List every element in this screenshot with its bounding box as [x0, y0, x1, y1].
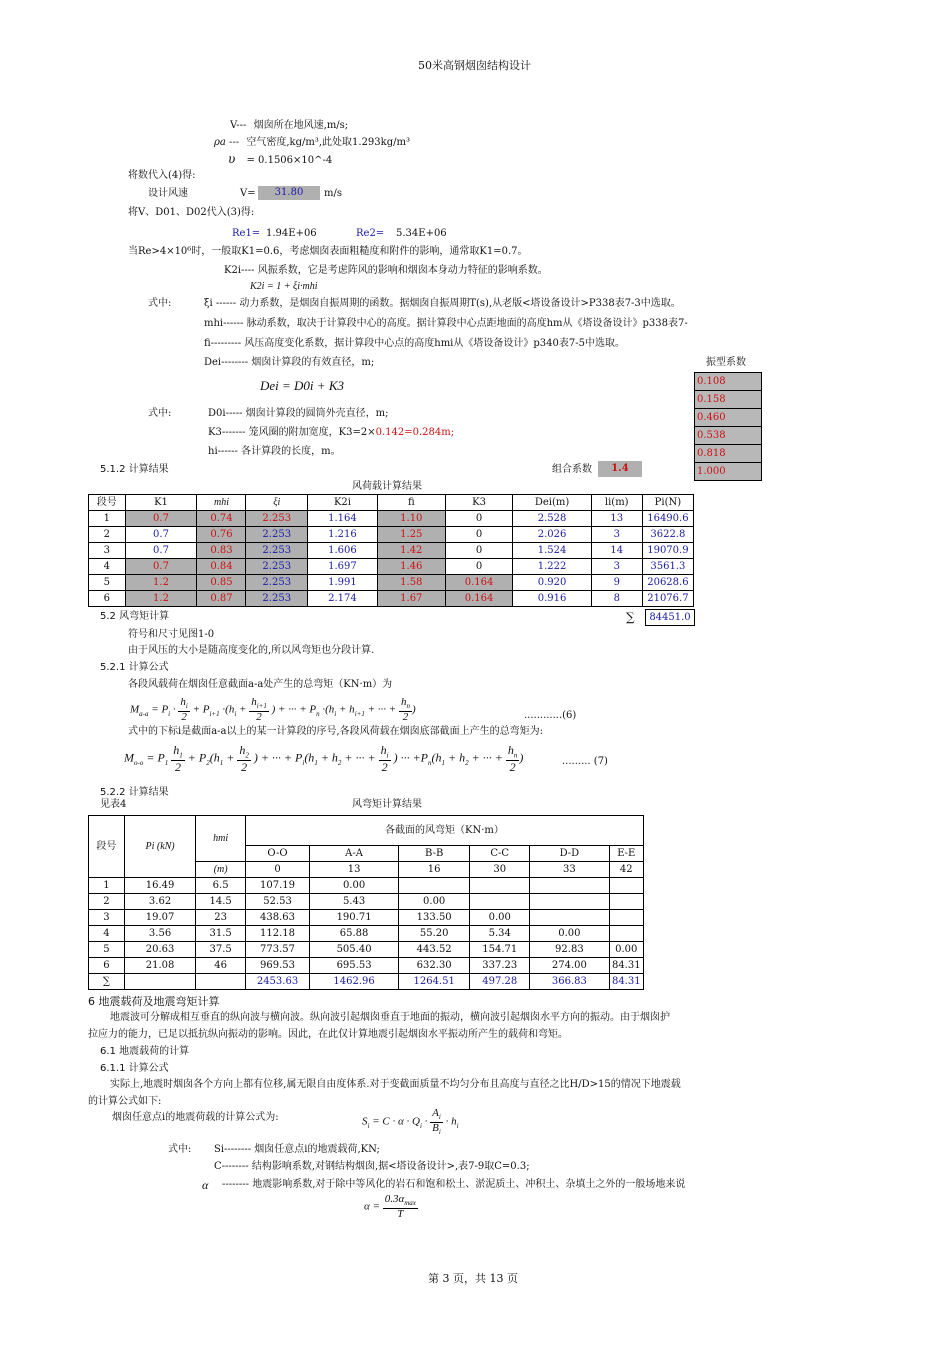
moment-col-header: Pi (kN): [124, 816, 196, 878]
section-5-1-2: 5.1.2 计算结果: [100, 464, 169, 475]
s611-line-a: 实际上,地震时烟囱各个方向上都有位移,属无限自由度体系.对于变截面质量不均匀分布且高度与直径之比H/D>15的情况下地震载: [110, 1079, 681, 1090]
alpha-symbol: α: [202, 1178, 209, 1192]
page-footer: 第 3 页，共 13 页: [428, 1272, 518, 1285]
vibration-title: 振型系数: [706, 357, 746, 368]
re1-value: 1.94E+06: [266, 228, 317, 239]
h-line: hi------ 各计算段的长度，m。: [208, 446, 341, 457]
page-header-title: 50米高钢烟囱结构设计: [418, 59, 531, 72]
section-height: 16: [399, 862, 470, 878]
section-height: 33: [530, 862, 609, 878]
table-row: 3 19.07 23 438.63 190.71 133.50 0.00: [89, 910, 644, 926]
combo-value: 1.4: [598, 461, 642, 477]
vibration-row: [695, 445, 762, 463]
section-5-2-1: 5.2.1 计算公式: [100, 662, 169, 673]
symbol-upsilon: υ = 0.1506×10^-4: [228, 152, 333, 166]
equation-6: $M_{a-a} = P_i$ · $\frac{h_i}{2}$ + $P_{i+1} \cdot(h_i$ + $\frac{h_{i+1}}{2}$ ) + ··· + $P_n \cdot(h_i + h_{i+1}$ + ··· + $\frac{h_n}{2}$ ): [130, 696, 416, 723]
xi-line: ξi ------ 动力系数，是烟囱自振周期的函数。据烟囱自振周期T(s),从老版<塔设备设计>P338表7-3中选取。: [204, 298, 681, 309]
moment-col-header: hmi: [196, 816, 246, 862]
s52-line-a: 符号和尺寸见图1-0: [128, 629, 215, 640]
vibration-value: 0.108: [695, 373, 762, 391]
v-value: 31.80: [258, 186, 320, 200]
wind-col-header: mhi: [197, 495, 246, 511]
wind-col-header: K3: [445, 495, 513, 511]
section-header: B-B: [399, 846, 470, 862]
alpha-formula: α = $\frac{0.3\alpha_{max}}{T}$: [364, 1193, 416, 1220]
v-label: V=: [240, 188, 256, 199]
subst3-line: 将V、D01、D02代入(3)得:: [128, 207, 255, 218]
vibration-value: 0.158: [695, 391, 762, 409]
section-height: 30: [470, 862, 530, 878]
wind-col-header: li(m): [591, 495, 642, 511]
vibration-value: 1.000: [695, 463, 762, 481]
v-unit: m/s: [324, 188, 342, 199]
hmi-unit: (m): [196, 862, 246, 878]
table-row: 4 0.7 0.84 2.253 1.697 1.46 0 1.222 3 3561.3: [89, 559, 694, 575]
design-wind-label: 设计风速: [148, 188, 188, 199]
moment-header-row: [89, 816, 644, 846]
section-height: 13: [310, 862, 399, 878]
s6-line-b: 拉应力的能力，已足以抵抗纵向振动的影响。因此，在此仅计算地震引起烟囱水平振动所产生的载荷和弯矩。: [88, 1029, 568, 1040]
vibration-table: [694, 372, 762, 481]
d0-line: D0i----- 烟囱计算段的圆筒外壳直径，m;: [208, 408, 389, 419]
symbol-rho: ρa --- 空气密度,kg/m³,此处取1.293kg/m³: [214, 137, 410, 148]
wind-col-header: K2i: [308, 495, 378, 511]
section-6: 6 地震载荷及地震弯矩计算: [88, 995, 220, 1008]
wind-col-header: 段号: [89, 495, 126, 511]
subst4-line: 将数代入(4)得:: [128, 170, 196, 181]
vibration-value: 0.538: [695, 427, 762, 445]
table-row: 1 16.49 6.5 107.19 0.00: [89, 878, 644, 894]
s521-line-b: 式中的下标i是截面a-a以上的某一计算段的序号,各段风荷载在烟囱底部截面上产生的总弯矩为:: [128, 726, 544, 737]
s6-line-a: 地震波可分解成相互垂直的纵向波与横向波。纵向波引起烟囱垂直于地面的振动，横向波引起烟囱水平方向的振动。由于烟囱护: [110, 1012, 670, 1023]
wind-col-header: fi: [377, 495, 445, 511]
where3-label: 式中:: [168, 1144, 192, 1155]
k3-line: K3------- 笼风圈的附加宽度，K3=2×0.142=0.284m;: [208, 427, 455, 438]
s522-line-a: 见表4: [100, 799, 127, 810]
section-header: O-O: [245, 846, 309, 862]
combo-label: 组合系数: [552, 464, 592, 475]
vibration-value: 0.818: [695, 445, 762, 463]
where2-label: 式中:: [148, 408, 172, 419]
section-header: D-D: [530, 846, 609, 862]
wind-sum-value: 84451.0: [645, 609, 695, 626]
de-line: Dei-------- 烟囱计算段的有效直径，m;: [204, 357, 375, 368]
table-row: 4 3.56 31.5 112.18 65.88 55.20 5.34 0.00: [89, 926, 644, 942]
wind-load-table: [88, 494, 694, 607]
wind-sum-symbol: ∑: [626, 610, 635, 624]
si-line: Si-------- 烟囱任意点i的地震载荷,KN;: [214, 1144, 380, 1155]
table-row: 5 20.63 37.5 773.57 505.40 443.52 154.71 92.83 0.00: [89, 942, 644, 958]
section-height: 42: [609, 862, 643, 878]
vibration-value: 0.460: [695, 409, 762, 427]
equation-6-number: ............(6): [524, 710, 577, 721]
seismic-formula: $S_i = C \cdot \alpha \cdot Q_i$ · $\frac{A_i}{B_i}$ · $h_i$: [362, 1107, 459, 1136]
vibration-row: [695, 463, 762, 481]
wind-col-header: ξi: [246, 495, 308, 511]
s52-line-b: 由于风压的大小是随高度变化的,所以风弯矩也分段计算.: [128, 645, 375, 656]
wind-col-header: Dei(m): [513, 495, 591, 511]
equation-7: $M_{o-o} = P_1$ $\frac{h_1}{2}$ + $P_2(h_1$ + $\frac{h_2}{2}$ ) + ··· + $P_i(h_1 + h_2$ + ··· + $\frac{h_i}{2}$ ) ··· $+P_n(h_1 + h_2$ + ··· + $\frac{h_n}{2}$ ): [124, 743, 524, 774]
vibration-row: [695, 409, 762, 427]
k2-line: K2i---- 风振系数，它是考虑阵风的影响和烟囱本身动力特征的影响系数。: [224, 265, 548, 276]
de-formula: Dei = D0i + K3: [260, 378, 344, 393]
table-row: 5 1.2 0.85 2.253 1.991 1.58 0.164 0.920 9 20628.6: [89, 575, 694, 591]
section-5-2-2: 5.2.2 计算结果: [100, 787, 169, 798]
re2-value: 5.34E+06: [396, 228, 447, 239]
re-note: 当Re>4×10⁶时，一般取K1=0.6，考虑烟囱表面粗糙度和附件的影响，通常取K1=0.7。: [128, 246, 528, 257]
section-height: 0: [245, 862, 309, 878]
wind-table-header-row: [89, 495, 694, 511]
table-row: 2 0.7 0.76 2.253 1.216 1.25 0 2.026 3 3622.8: [89, 527, 694, 543]
vibration-row: [695, 427, 762, 445]
moment-sum-row: ∑ 2453.63 1462.96 1264.51 497.28 366.83 84.31: [89, 974, 644, 990]
wind-table-title: 风荷载计算结果: [352, 481, 422, 492]
re1-label: Re1=: [232, 228, 261, 239]
wind-col-header: K1: [125, 495, 197, 511]
moment-col-header: 段号: [89, 816, 125, 878]
table-row: 6 21.08 46 969.53 695.53 632.30 337.23 274.00 84.31: [89, 958, 644, 974]
section-6-1: 6.1 地震载荷的计算: [100, 1046, 190, 1057]
moment-group-header: 各截面的风弯矩（KN·m）: [245, 816, 643, 846]
k2-formula: K2i = 1 + ξi·mhi: [250, 281, 318, 292]
section-5-2: 5.2 风弯矩计算: [100, 611, 170, 622]
table-row: 1 0.7 0.74 2.253 1.164 1.10 0 2.528 13 16490.6: [89, 511, 694, 527]
section-header: A-A: [310, 846, 399, 862]
table-row: 2 3.62 14.5 52.53 5.43 0.00: [89, 894, 644, 910]
f-line: fi--------- 风压高度变化系数，据计算段中心点的高度hmi从《塔设备设计》p340表7-5中选取。: [204, 338, 625, 349]
alpha-line: -------- 地震影响系数,对于除中等风化的岩石和饱和松土、淤泥质土、冲积土、杂填土之外的一般场地来说: [222, 1179, 686, 1190]
table-row: 6 1.2 0.87 2.253 2.174 1.67 0.164 0.916 8 21076.7: [89, 591, 694, 607]
moment-table: [88, 815, 644, 990]
s611-line-b: 的计算公式如下:: [88, 1096, 162, 1107]
m-line: mhi------ 脉动系数，取决于计算段中心的高度。据计算段中心点距地面的高度hm从《塔设备设计》p338表7-: [204, 318, 688, 329]
c-line: C-------- 结构影响系数,对钢结构烟囱,据<塔设备设计>,表7-9取C=0.3;: [214, 1161, 530, 1172]
section-6-1-1: 6.1.1 计算公式: [100, 1063, 169, 1074]
symbol-v: V--- 烟囱所在地风速,m/s;: [230, 120, 349, 131]
section-header: E-E: [609, 846, 643, 862]
vibration-row: [695, 391, 762, 409]
equation-7-number: ......... (7): [562, 756, 608, 767]
table-row: 3 0.7 0.83 2.253 1.606 1.42 0 1.524 14 19070.9: [89, 543, 694, 559]
section-header: C-C: [470, 846, 530, 862]
s611-line-c: 烟囱任意点i的地震荷载的计算公式为:: [112, 1112, 279, 1123]
wind-col-header: Pi(N): [642, 495, 693, 511]
re2-label: Re2=: [356, 228, 385, 239]
vibration-row: [695, 373, 762, 391]
moment-table-title: 风弯矩计算结果: [352, 799, 422, 810]
where-label: 式中:: [148, 298, 172, 309]
s521-line-a: 各段风载荷在烟囱任意截面a-a处产生的总弯矩（KN·m）为: [128, 679, 393, 690]
